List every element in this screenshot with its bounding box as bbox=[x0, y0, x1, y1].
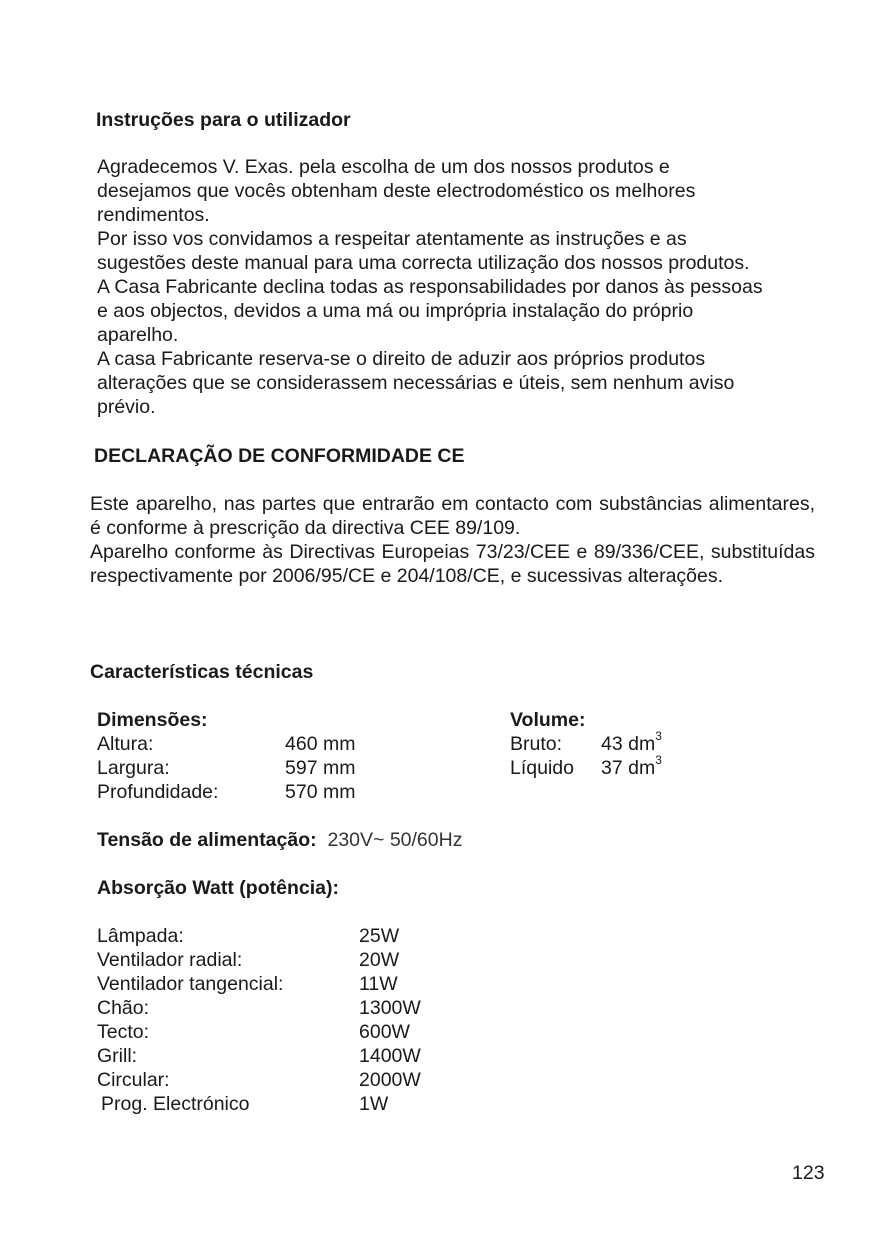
power-value: 1400W bbox=[359, 1045, 421, 1067]
power-label: Tecto: bbox=[97, 1021, 150, 1043]
intro-line: Por isso vos convidamos a respeitar atentamente as instruções e as bbox=[97, 228, 687, 250]
power-label: Grill: bbox=[97, 1045, 138, 1067]
dimension-label: Largura: bbox=[97, 757, 170, 779]
dimension-value: 570 mm bbox=[285, 781, 356, 803]
intro-title: Instruções para o utilizador bbox=[96, 109, 351, 131]
power-label: Circular: bbox=[97, 1069, 170, 1091]
declaration-text-1: Este aparelho, nas partes que entrarão em contacto com substâncias alimentares, é conforme à prescrição da directiva CEE 89/109. bbox=[90, 493, 815, 539]
power-value: 1W bbox=[359, 1093, 389, 1115]
power-value: 1300W bbox=[359, 997, 421, 1019]
declaration-title: DECLARAÇÃO DE CONFORMIDADE CE bbox=[94, 445, 465, 467]
volume-label: Bruto: bbox=[510, 733, 563, 755]
intro-line: alterações que se considerassem necessárias e úteis, sem nenhum aviso bbox=[97, 372, 735, 394]
dimension-value: 597 mm bbox=[285, 757, 356, 779]
intro-line: aparelho. bbox=[97, 324, 179, 346]
volume-number: 37 dm bbox=[601, 757, 656, 779]
technical-title: Características técnicas bbox=[90, 661, 314, 683]
intro-line: A Casa Fabricante declina todas as responsabilidades por danos às pessoas bbox=[97, 276, 763, 298]
power-value: 11W bbox=[359, 973, 398, 995]
dimension-value: 460 mm bbox=[285, 733, 356, 755]
volume-value bbox=[601, 728, 662, 756]
power-heading: Absorção Watt (potência): bbox=[97, 877, 339, 899]
intro-line: e aos objectos, devidos a uma má ou imprópria instalação do próprio bbox=[97, 300, 694, 322]
intro-paragraph bbox=[97, 155, 837, 419]
volume-value bbox=[601, 752, 662, 780]
power-value: 2000W bbox=[359, 1069, 421, 1091]
power-label: Ventilador tangencial: bbox=[97, 973, 284, 995]
intro-line: A casa Fabricante reserva-se o direito de aduzir aos próprios produtos bbox=[97, 348, 706, 370]
power-label: Lâmpada: bbox=[97, 925, 184, 947]
dimension-label: Altura: bbox=[97, 733, 154, 755]
voltage-label: Tensão de alimentação: bbox=[97, 829, 317, 851]
dimension-label: Profundidade: bbox=[97, 781, 219, 803]
power-value: 25W bbox=[359, 925, 400, 947]
volume-heading: Volume: bbox=[510, 709, 586, 731]
voltage-line bbox=[97, 828, 462, 852]
power-value: 600W bbox=[359, 1021, 410, 1043]
voltage-value: 230V~ 50/60Hz bbox=[327, 829, 463, 851]
intro-line: desejamos que vocês obtenham deste electrodoméstico os melhores bbox=[97, 180, 696, 202]
volume-unit-exponent: 3 bbox=[655, 728, 662, 743]
volume-number: 43 dm bbox=[601, 733, 656, 755]
intro-line: prévio. bbox=[97, 396, 156, 418]
page-number: 123 bbox=[792, 1162, 825, 1184]
power-label: Chão: bbox=[97, 997, 150, 1019]
declaration-text-2: Aparelho conforme às Directivas Europeias 73/23/CEE e 89/336/CEE, substituídas respectivamente por 2006/95/CE e 204/108/CE, e sucessivas alterações. bbox=[90, 541, 815, 587]
power-value: 20W bbox=[359, 949, 400, 971]
dimensions-heading: Dimensões: bbox=[97, 709, 208, 731]
volume-label: Líquido bbox=[510, 757, 574, 779]
power-label: Prog. Electrónico bbox=[101, 1093, 250, 1115]
volume-unit-exponent: 3 bbox=[655, 752, 662, 767]
power-label: Ventilador radial: bbox=[97, 949, 243, 971]
intro-line: sugestões deste manual para uma correcta utilização dos nossos produtos. bbox=[97, 252, 750, 274]
declaration-paragraph bbox=[90, 492, 815, 588]
intro-line: Agradecemos V. Exas. pela escolha de um dos nossos produtos e bbox=[97, 156, 670, 178]
intro-line: rendimentos. bbox=[97, 204, 210, 226]
